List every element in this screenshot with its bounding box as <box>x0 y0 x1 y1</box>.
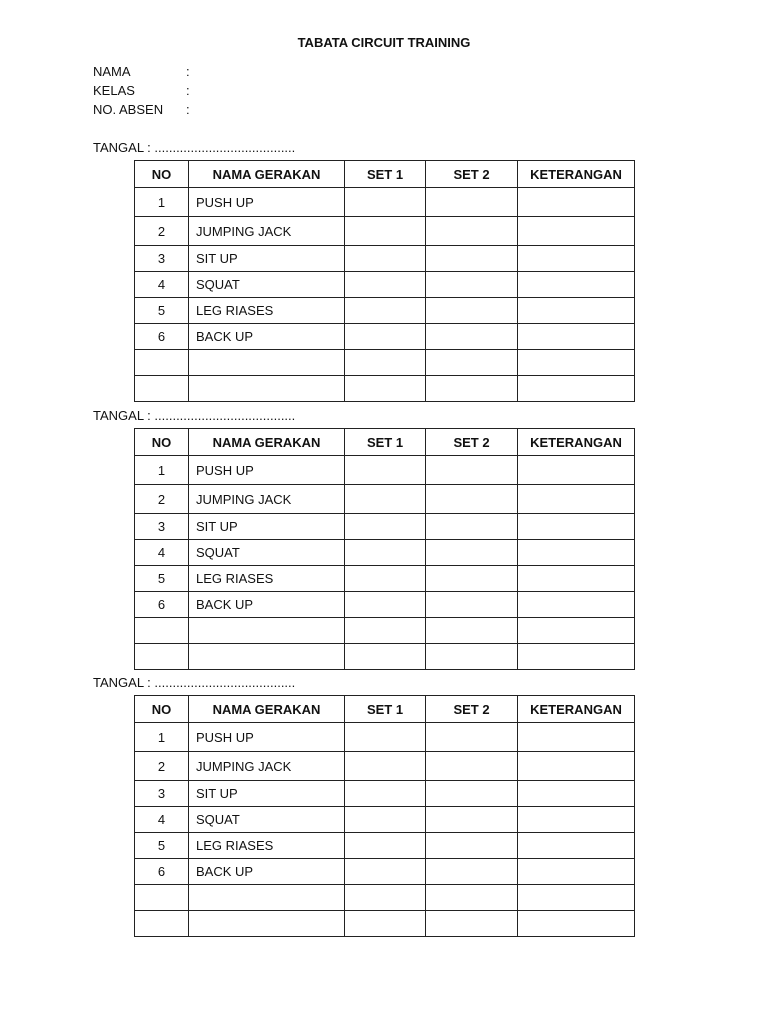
set1-cell[interactable] <box>345 217 426 246</box>
exercise-name: SQUAT <box>189 807 345 833</box>
notes-cell[interactable] <box>518 859 635 885</box>
set1-cell[interactable] <box>345 514 426 540</box>
empty-row <box>135 911 635 937</box>
notes-cell[interactable] <box>518 272 635 298</box>
set1-cell[interactable] <box>345 807 426 833</box>
exercise-number: 5 <box>135 833 189 859</box>
set2-cell[interactable] <box>426 885 518 911</box>
set1-cell[interactable] <box>345 188 426 217</box>
table-row <box>135 833 635 859</box>
number-cell[interactable] <box>135 911 189 937</box>
set1-cell[interactable] <box>345 752 426 781</box>
table-row <box>135 217 635 246</box>
set2-cell[interactable] <box>426 859 518 885</box>
table-row <box>135 723 635 752</box>
notes-cell[interactable] <box>518 456 635 485</box>
exercise-name: JUMPING JACK <box>189 485 345 514</box>
set1-cell[interactable] <box>345 272 426 298</box>
set2-cell[interactable] <box>426 217 518 246</box>
set1-cell[interactable] <box>345 781 426 807</box>
table-header-row <box>135 161 635 188</box>
table-row <box>135 456 635 485</box>
notes-cell[interactable] <box>518 246 635 272</box>
exercise-name: BACK UP <box>189 859 345 885</box>
table-row <box>135 272 635 298</box>
notes-cell[interactable] <box>518 592 635 618</box>
notes-cell[interactable] <box>518 324 635 350</box>
notes-cell[interactable] <box>518 833 635 859</box>
exercise-number: 1 <box>135 188 189 217</box>
header-set2: SET 2 <box>426 161 518 188</box>
set1-cell[interactable] <box>345 723 426 752</box>
exercise-name: LEG RIASES <box>189 833 345 859</box>
set1-cell[interactable] <box>345 298 426 324</box>
exercise-table <box>134 428 635 670</box>
table-header-row <box>135 429 635 456</box>
empty-row <box>135 885 635 911</box>
table-row <box>135 298 635 324</box>
set1-cell[interactable] <box>345 350 426 376</box>
set1-cell[interactable] <box>345 485 426 514</box>
student-number-label: NO. ABSEN <box>93 102 164 117</box>
table-row <box>135 485 635 514</box>
set2-cell[interactable] <box>426 644 518 670</box>
exercise-name: SQUAT <box>189 272 345 298</box>
exercise-name: JUMPING JACK <box>189 217 345 246</box>
set1-cell[interactable] <box>345 859 426 885</box>
table-row <box>135 781 635 807</box>
number-cell[interactable] <box>135 350 189 376</box>
number-cell[interactable] <box>135 885 189 911</box>
set1-cell[interactable] <box>345 324 426 350</box>
date-label: TANGAL : ....................................... <box>93 675 296 690</box>
header-set1: SET 1 <box>345 696 426 723</box>
notes-cell[interactable] <box>518 723 635 752</box>
exercise-number: 3 <box>135 514 189 540</box>
table-row <box>135 807 635 833</box>
exercise-name: PUSH UP <box>189 456 345 485</box>
exercise-name: SQUAT <box>189 540 345 566</box>
exercise-name: SIT UP <box>189 246 345 272</box>
table-row <box>135 566 635 592</box>
name-cell[interactable] <box>189 618 345 644</box>
set1-cell[interactable] <box>345 456 426 485</box>
set1-cell[interactable] <box>345 833 426 859</box>
set1-cell[interactable] <box>345 540 426 566</box>
set2-cell[interactable] <box>426 566 518 592</box>
set2-cell[interactable] <box>426 514 518 540</box>
set1-cell[interactable] <box>345 376 426 402</box>
set2-cell[interactable] <box>426 618 518 644</box>
header-notes: KETERANGAN <box>518 161 635 188</box>
table-row <box>135 324 635 350</box>
set2-cell[interactable] <box>426 376 518 402</box>
notes-cell[interactable] <box>518 752 635 781</box>
notes-cell[interactable] <box>518 350 635 376</box>
student-name-colon: : <box>186 64 190 79</box>
number-cell[interactable] <box>135 376 189 402</box>
student-class-label: KELAS <box>93 83 135 98</box>
notes-cell[interactable] <box>518 781 635 807</box>
exercise-name: JUMPING JACK <box>189 752 345 781</box>
notes-cell[interactable] <box>518 540 635 566</box>
set2-cell[interactable] <box>426 485 518 514</box>
exercise-number: 2 <box>135 752 189 781</box>
header-set2: SET 2 <box>426 429 518 456</box>
header-notes: KETERANGAN <box>518 696 635 723</box>
exercise-name: SIT UP <box>189 514 345 540</box>
exercise-number: 1 <box>135 456 189 485</box>
exercise-name: LEG RIASES <box>189 566 345 592</box>
set2-cell[interactable] <box>426 350 518 376</box>
exercise-name: BACK UP <box>189 592 345 618</box>
notes-cell[interactable] <box>518 514 635 540</box>
exercise-number: 6 <box>135 324 189 350</box>
set1-cell[interactable] <box>345 566 426 592</box>
header-name: NAMA GERAKAN <box>189 696 345 723</box>
set1-cell[interactable] <box>345 644 426 670</box>
empty-row <box>135 644 635 670</box>
notes-cell[interactable] <box>518 566 635 592</box>
set2-cell[interactable] <box>426 456 518 485</box>
set1-cell[interactable] <box>345 618 426 644</box>
exercise-number: 6 <box>135 592 189 618</box>
exercise-number: 2 <box>135 217 189 246</box>
exercise-name: BACK UP <box>189 324 345 350</box>
number-cell[interactable] <box>135 618 189 644</box>
page-title: TABATA CIRCUIT TRAINING <box>297 35 471 50</box>
table-row <box>135 514 635 540</box>
notes-cell[interactable] <box>518 885 635 911</box>
header-set1: SET 1 <box>345 161 426 188</box>
set1-cell[interactable] <box>345 885 426 911</box>
date-label: TANGAL : ....................................... <box>93 140 296 155</box>
notes-cell[interactable] <box>518 644 635 670</box>
set1-cell[interactable] <box>345 911 426 937</box>
table-row <box>135 246 635 272</box>
name-cell[interactable] <box>189 911 345 937</box>
set2-cell[interactable] <box>426 807 518 833</box>
exercise-table <box>134 160 635 402</box>
set2-cell[interactable] <box>426 246 518 272</box>
notes-cell[interactable] <box>518 298 635 324</box>
exercise-name: SIT UP <box>189 781 345 807</box>
set2-cell[interactable] <box>426 911 518 937</box>
exercise-name: LEG RIASES <box>189 298 345 324</box>
table-row <box>135 752 635 781</box>
header-name: NAMA GERAKAN <box>189 161 345 188</box>
set2-cell[interactable] <box>426 298 518 324</box>
exercise-number: 6 <box>135 859 189 885</box>
notes-cell[interactable] <box>518 485 635 514</box>
date-label: TANGAL : ....................................... <box>93 408 296 423</box>
name-cell[interactable] <box>189 376 345 402</box>
header-name: NAMA GERAKAN <box>189 429 345 456</box>
header-no: NO <box>135 696 189 723</box>
set2-cell[interactable] <box>426 540 518 566</box>
header-notes: KETERANGAN <box>518 429 635 456</box>
notes-cell[interactable] <box>518 911 635 937</box>
table-row <box>135 859 635 885</box>
set2-cell[interactable] <box>426 833 518 859</box>
name-cell[interactable] <box>189 885 345 911</box>
notes-cell[interactable] <box>518 618 635 644</box>
set2-cell[interactable] <box>426 781 518 807</box>
exercise-number: 5 <box>135 298 189 324</box>
set1-cell[interactable] <box>345 592 426 618</box>
set2-cell[interactable] <box>426 188 518 217</box>
notes-cell[interactable] <box>518 217 635 246</box>
exercise-name: PUSH UP <box>189 723 345 752</box>
set2-cell[interactable] <box>426 324 518 350</box>
exercise-number: 3 <box>135 246 189 272</box>
set2-cell[interactable] <box>426 752 518 781</box>
exercise-table <box>134 695 635 937</box>
notes-cell[interactable] <box>518 807 635 833</box>
set2-cell[interactable] <box>426 723 518 752</box>
table-row <box>135 592 635 618</box>
student-name-label: NAMA <box>93 64 131 79</box>
set1-cell[interactable] <box>345 246 426 272</box>
exercise-name: PUSH UP <box>189 188 345 217</box>
table-header-row <box>135 696 635 723</box>
exercise-number: 4 <box>135 807 189 833</box>
notes-cell[interactable] <box>518 188 635 217</box>
header-no: NO <box>135 161 189 188</box>
header-no: NO <box>135 429 189 456</box>
exercise-number: 3 <box>135 781 189 807</box>
name-cell[interactable] <box>189 644 345 670</box>
exercise-number: 1 <box>135 723 189 752</box>
empty-row <box>135 618 635 644</box>
empty-row <box>135 350 635 376</box>
set2-cell[interactable] <box>426 272 518 298</box>
set2-cell[interactable] <box>426 592 518 618</box>
exercise-number: 5 <box>135 566 189 592</box>
empty-row <box>135 376 635 402</box>
student-class-colon: : <box>186 83 190 98</box>
header-set2: SET 2 <box>426 696 518 723</box>
number-cell[interactable] <box>135 644 189 670</box>
exercise-number: 2 <box>135 485 189 514</box>
exercise-number: 4 <box>135 540 189 566</box>
notes-cell[interactable] <box>518 376 635 402</box>
table-row <box>135 188 635 217</box>
exercise-number: 4 <box>135 272 189 298</box>
name-cell[interactable] <box>189 350 345 376</box>
header-set1: SET 1 <box>345 429 426 456</box>
table-row <box>135 540 635 566</box>
student-number-colon: : <box>186 102 190 117</box>
